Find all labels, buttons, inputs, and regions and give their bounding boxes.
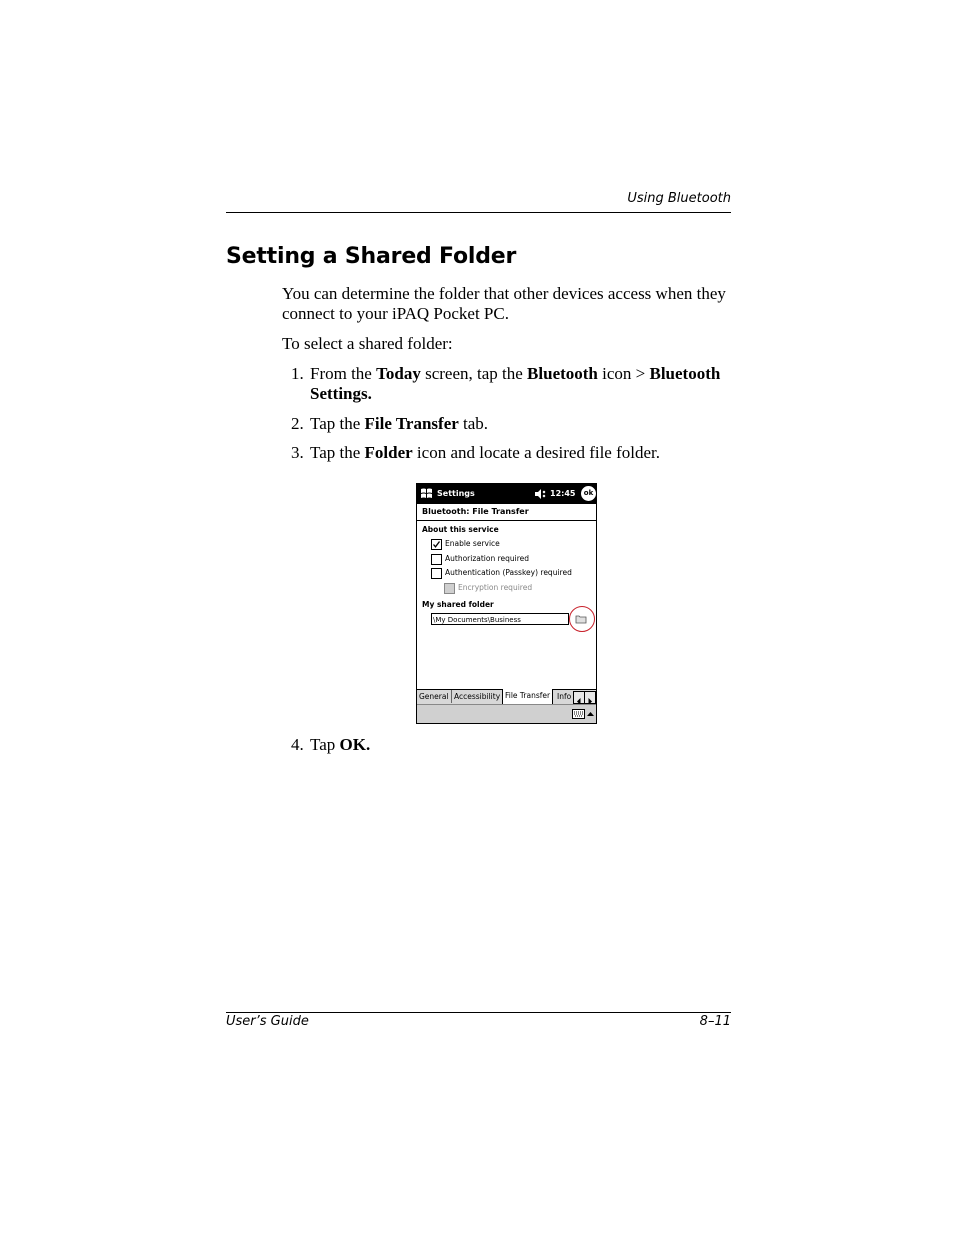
intro-paragraph: You can determine the folder that other devices access when they connect to your iPAQ Pocket PC. [282,284,726,323]
about-service-heading: About this service [422,525,499,534]
speaker-icon[interactable] [534,488,546,500]
step-number: 4. [291,735,304,754]
device-subtitle: Bluetooth: File Transfer [422,507,529,516]
step-number: 3. [291,443,304,462]
footer-rule [226,1012,731,1013]
step-text: Tap OK. [310,735,371,754]
tab-general[interactable]: General [417,690,452,703]
subtitle-divider [417,520,596,521]
option-label: Encryption required [458,583,533,592]
footer-guide-name: User’s Guide [226,1014,309,1029]
footer-page-number: 8–11 [699,1014,731,1029]
step-text: From the Today screen, tap the Bluetooth icon > Bluetooth Settings. [310,364,721,403]
tab-scroll-right-icon[interactable] [584,691,596,704]
ok-button[interactable]: ok [581,486,596,501]
enable-service-checkbox[interactable] [431,539,442,550]
option-label: Enable service [445,539,500,548]
section-title: Setting a Shared Folder [226,244,517,269]
authorization-checkbox[interactable] [431,554,442,565]
encryption-checkbox [444,583,455,594]
device-screenshot [416,483,597,724]
shared-folder-input[interactable]: \My Documents\Business [431,613,569,625]
check-icon [432,540,441,549]
authentication-checkbox[interactable] [431,568,442,579]
step-text: Tap the Folder icon and locate a desired file folder. [310,443,661,462]
step-number: 1. [291,364,304,383]
device-title-bar [417,484,596,504]
header-section-name: Using Bluetooth [627,191,731,206]
device-menu-bar [417,704,596,724]
tab-bar [417,689,596,704]
step-text: Tap the File Transfer tab. [310,414,489,433]
folder-icon-highlight [569,606,595,632]
tab-file-transfer[interactable]: File Transfer [502,689,553,704]
windows-start-icon[interactable] [419,486,434,501]
lead-paragraph: To select a shared folder: [282,334,453,353]
step-number: 2. [291,414,304,433]
option-label: Authorization required [445,554,530,563]
device-clock: 12:45 [550,489,576,498]
header-rule [226,212,731,213]
tab-accessibility[interactable]: Accessibility [452,690,503,703]
shared-folder-heading: My shared folder [422,600,494,609]
keyboard-icon[interactable] [572,709,585,719]
device-app-title: Settings [437,489,475,498]
option-label: Authentication (Passkey) required [445,568,572,577]
tab-info[interactable]: Info [557,692,572,701]
input-menu-arrow-icon[interactable] [586,709,595,719]
